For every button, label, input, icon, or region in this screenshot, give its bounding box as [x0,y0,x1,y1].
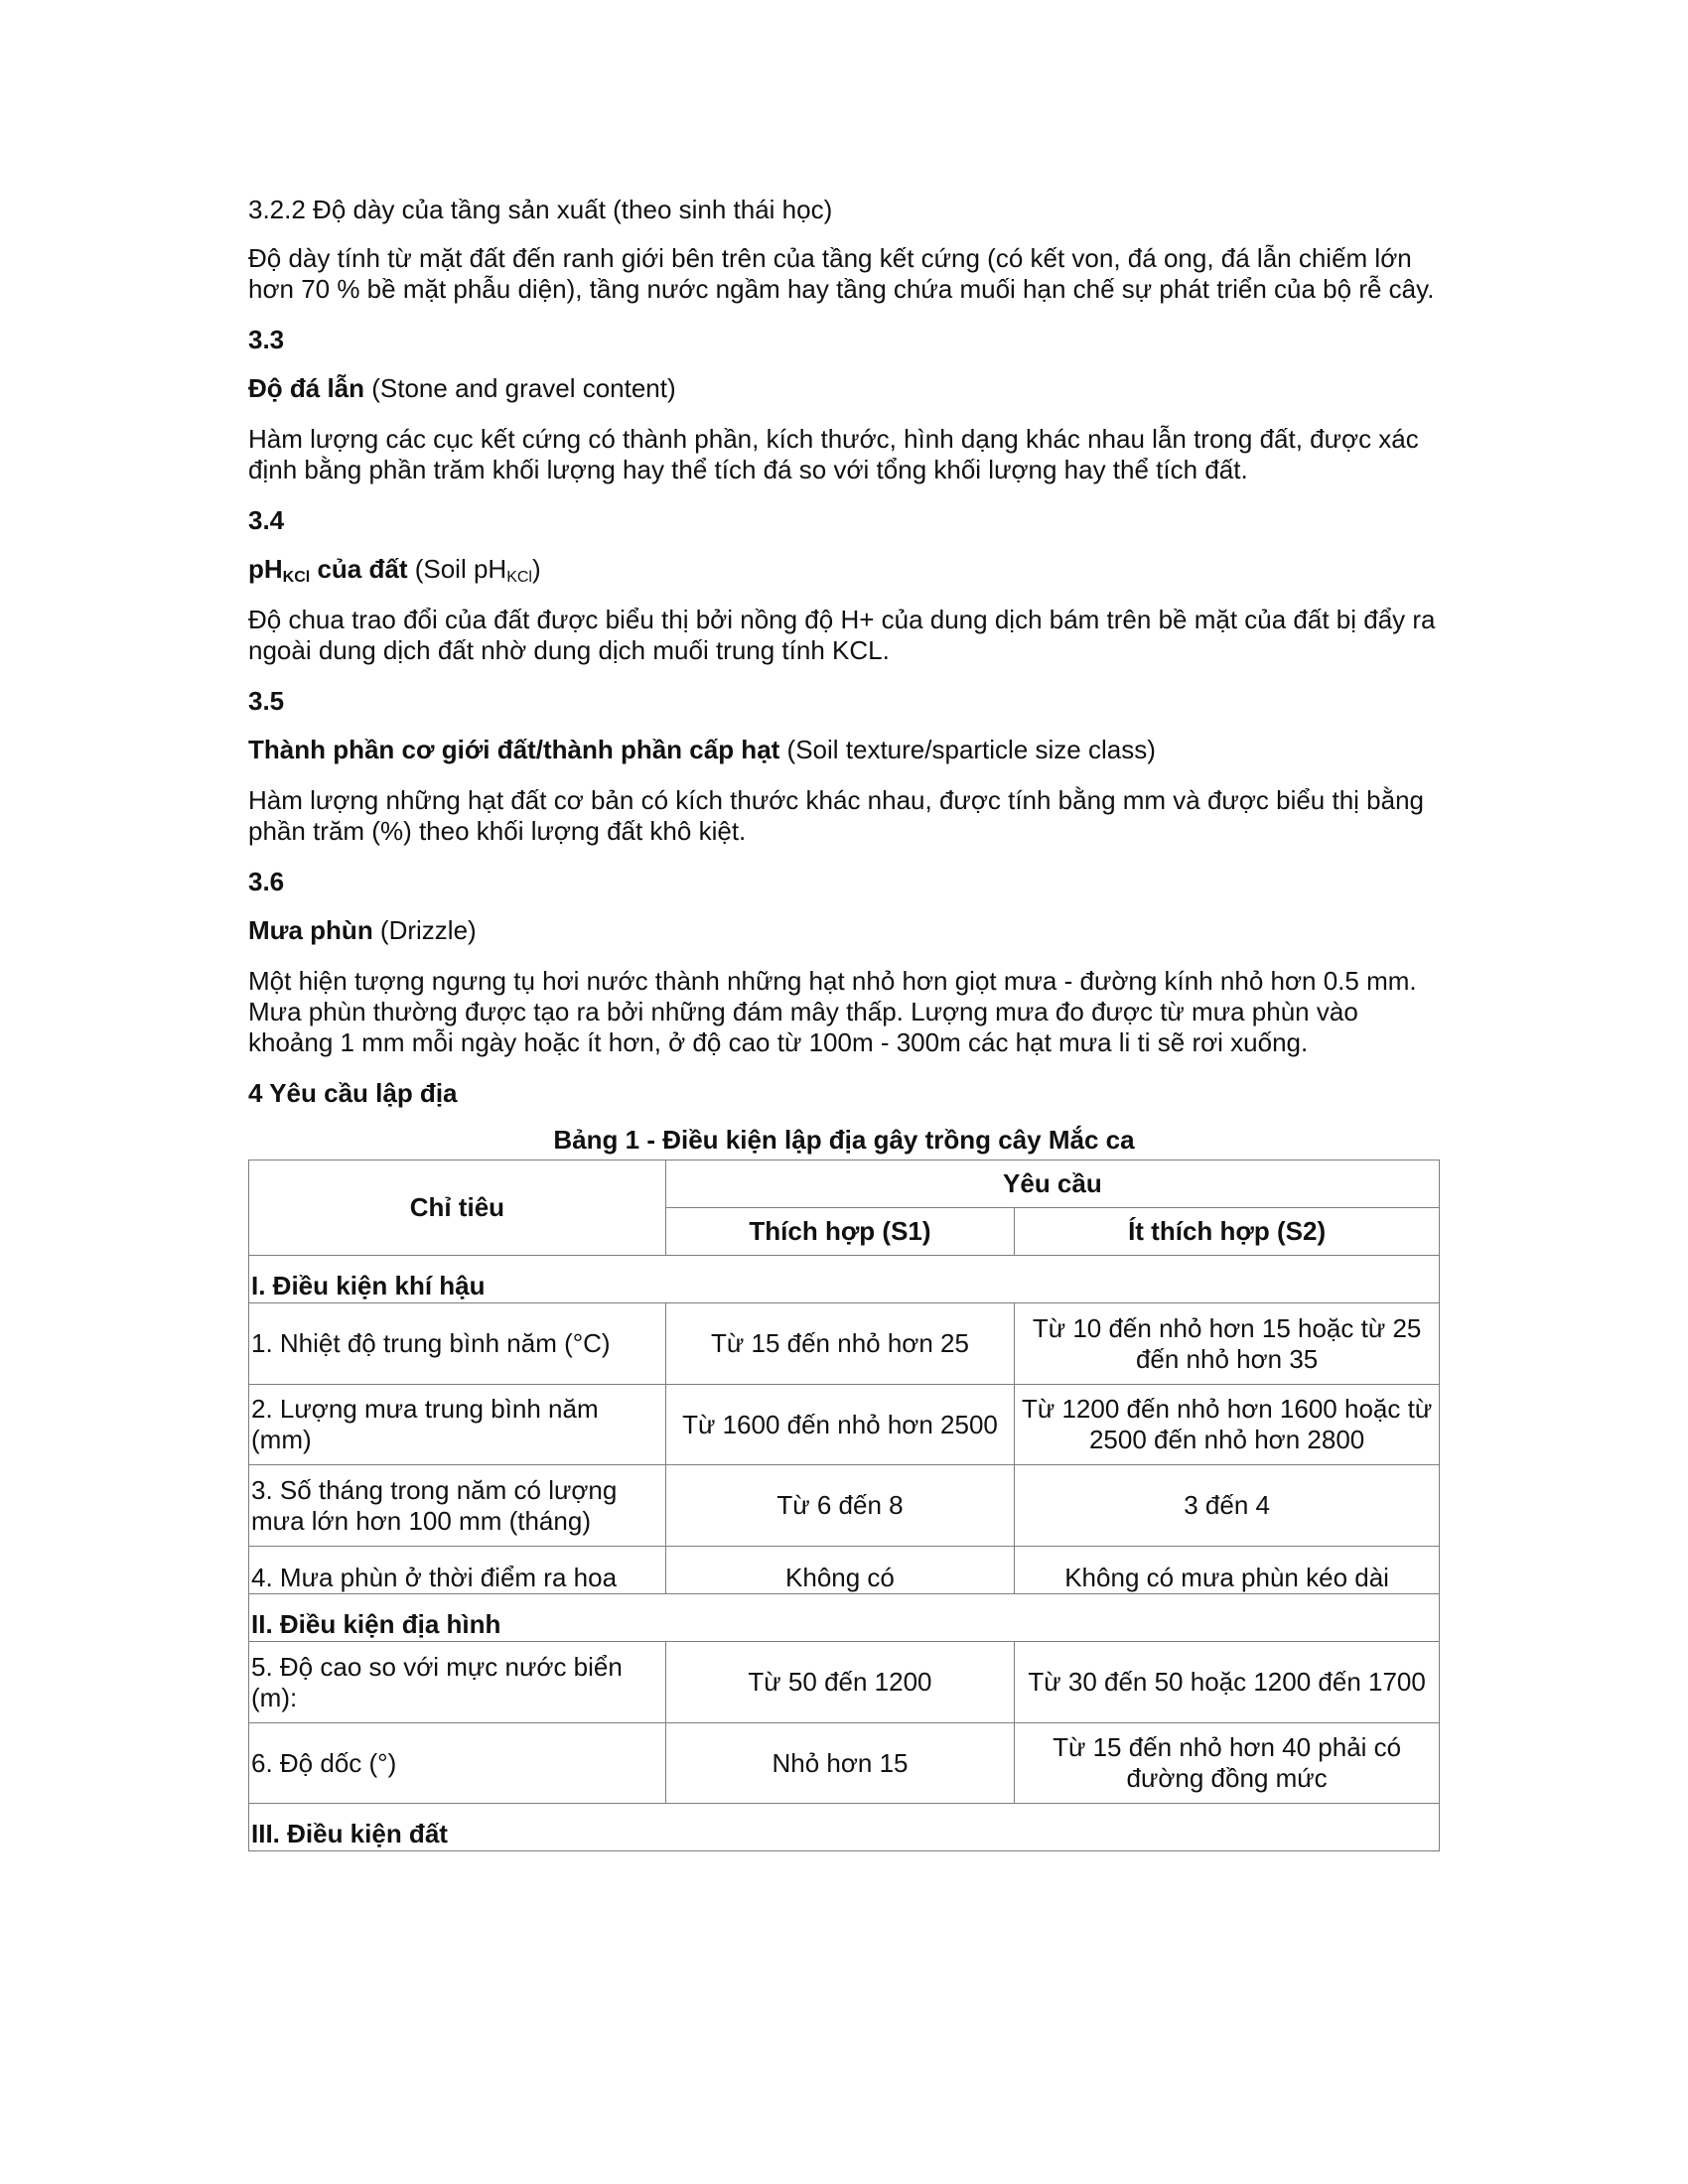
term-subscript: KCl [282,569,311,586]
cell-criteria: 6. Độ dốc (°) [249,1723,666,1804]
section-4-heading: 4 Yêu cầu lập địa [248,1078,458,1108]
term-title: Thành phần cơ giới đất/thành phần cấp hạt [248,735,780,764]
document-page [248,195,1440,1851]
term-english-subscript: KCl [506,569,532,586]
term-english: (Stone and gravel content) [364,373,676,403]
table-header-row [249,1160,1440,1208]
section-3-5-term [248,735,1440,765]
table-row [249,1385,1440,1465]
group-soil: III. Điều kiện đất [249,1804,1440,1851]
cell-s2: Từ 1200 đến nhỏ hơn 1600 hoặc từ 2500 đến nhỏ hơn 2800 [1015,1385,1440,1465]
section-3-6-term [248,915,1440,946]
table-group-row [249,1594,1440,1642]
term-english: (Soil texture/sparticle size class) [779,735,1156,764]
site-conditions-table [248,1160,1440,1851]
term-title: Độ đá lẫn [248,373,365,403]
cell-s1: Từ 15 đến nhỏ hơn 25 [665,1303,1014,1385]
section-3-3-term [248,373,1440,404]
group-climate: I. Điều kiện khí hậu [249,1256,1440,1303]
section-3-4-number: 3.4 [248,505,285,535]
header-requirement: Yêu cầu [665,1160,1439,1208]
section-3-3-text: Hàm lượng các cục kết cứng có thành phần, kích thước, hình dạng khác nhau lẫn trong đất, được xác định bằng phần trăm khối lượng hay thể tích đá so với tổng khối lượng hay thể tích đất. [248,424,1419,484]
table-group-row [249,1804,1440,1851]
table-row [249,1642,1440,1723]
cell-s2: 3 đến 4 [1015,1465,1440,1547]
group-terrain: II. Điều kiện địa hình [249,1594,1440,1642]
cell-s2: Từ 30 đến 50 hoặc 1200 đến 1700 [1015,1642,1440,1723]
term-suffix: của đất [310,554,408,584]
cell-s2: Không có mưa phùn kéo dài [1015,1547,1440,1594]
cell-s1: Từ 6 đến 8 [665,1465,1014,1547]
table-row [249,1465,1440,1547]
cell-s2: Từ 15 đến nhỏ hơn 40 phải có đường đồng mức [1015,1723,1440,1804]
term-english: (Drizzle) [372,915,477,945]
cell-s1: Từ 50 đến 1200 [665,1642,1014,1723]
cell-criteria: 2. Lượng mưa trung bình năm (mm) [249,1385,666,1465]
cell-s1: Nhỏ hơn 15 [665,1723,1014,1804]
section-3-5-number: 3.5 [248,686,285,716]
section-3-6-text: Một hiện tượng ngưng tụ hơi nước thành những hạt nhỏ hơn giọt mưa - đường kính nhỏ hơn 0.5 mm. Mưa phùn thường được tạo ra bởi những đám mây thấp. Lượng mưa đo được từ mưa phùn vào khoảng 1 mm mỗi ngày hoặc ít hơn, ở độ cao từ 100m - 300m các hạt mưa li ti sẽ rơi xuống. [248,966,1417,1057]
header-s2: Ít thích hợp (S2) [1015,1208,1440,1256]
section-3-2-2-heading: 3.2.2 Độ dày của tầng sản xuất (theo sinh thái học) [248,195,833,224]
table-group-row [249,1256,1440,1303]
table-row [249,1547,1440,1594]
term-title [248,554,407,584]
cell-criteria: 1. Nhiệt độ trung bình năm (°C) [249,1303,666,1385]
cell-criteria: 5. Độ cao so với mực nước biển (m): [249,1642,666,1723]
table-row [249,1723,1440,1804]
table-row [249,1303,1440,1385]
cell-s1: Không có [665,1547,1014,1594]
section-3-6-number: 3.6 [248,867,285,896]
table-caption: Bảng 1 - Điều kiện lập địa gây trồng cây Mắc ca [553,1125,1135,1155]
section-3-5-text: Hàm lượng những hạt đất cơ bản có kích thước khác nhau, được tính bằng mm và được biểu thị bằng phần trăm (%) theo khối lượng đất khô kiệt. [248,785,1425,846]
section-3-4-term [248,554,1440,585]
term-english: (Soil pH [407,554,507,584]
cell-s1: Từ 1600 đến nhỏ hơn 2500 [665,1385,1014,1465]
section-3-2-2-text: Độ dày tính từ mặt đất đến ranh giới bên trên của tầng kết cứng (có kết von, đá ong, đá lẫn chiếm lớn hơn 70 % bề mặt phẫu diện), tầng nước ngầm hay tầng chứa muối hạn chế sự phát triển của bộ rễ cây. [248,243,1435,304]
term-ph: pH [248,554,283,584]
header-criteria: Chỉ tiêu [249,1160,666,1256]
section-3-4-text: Độ chua trao đổi của đất được biểu thị bởi nồng độ H+ của dung dịch bám trên bề mặt của đất bị đẩy ra ngoài dung dịch đất nhờ dung dịch muối trung tính KCL. [248,605,1436,665]
cell-criteria: 3. Số tháng trong năm có lượng mưa lớn hơn 100 mm (tháng) [249,1465,666,1547]
header-s1: Thích hợp (S1) [665,1208,1014,1256]
term-english-close: ) [531,554,541,584]
term-title: Mưa phùn [248,915,373,945]
section-3-3-number: 3.3 [248,325,285,354]
cell-criteria: 4. Mưa phùn ở thời điểm ra hoa [249,1547,666,1594]
cell-s2: Từ 10 đến nhỏ hơn 15 hoặc từ 25 đến nhỏ hơn 35 [1015,1303,1440,1385]
